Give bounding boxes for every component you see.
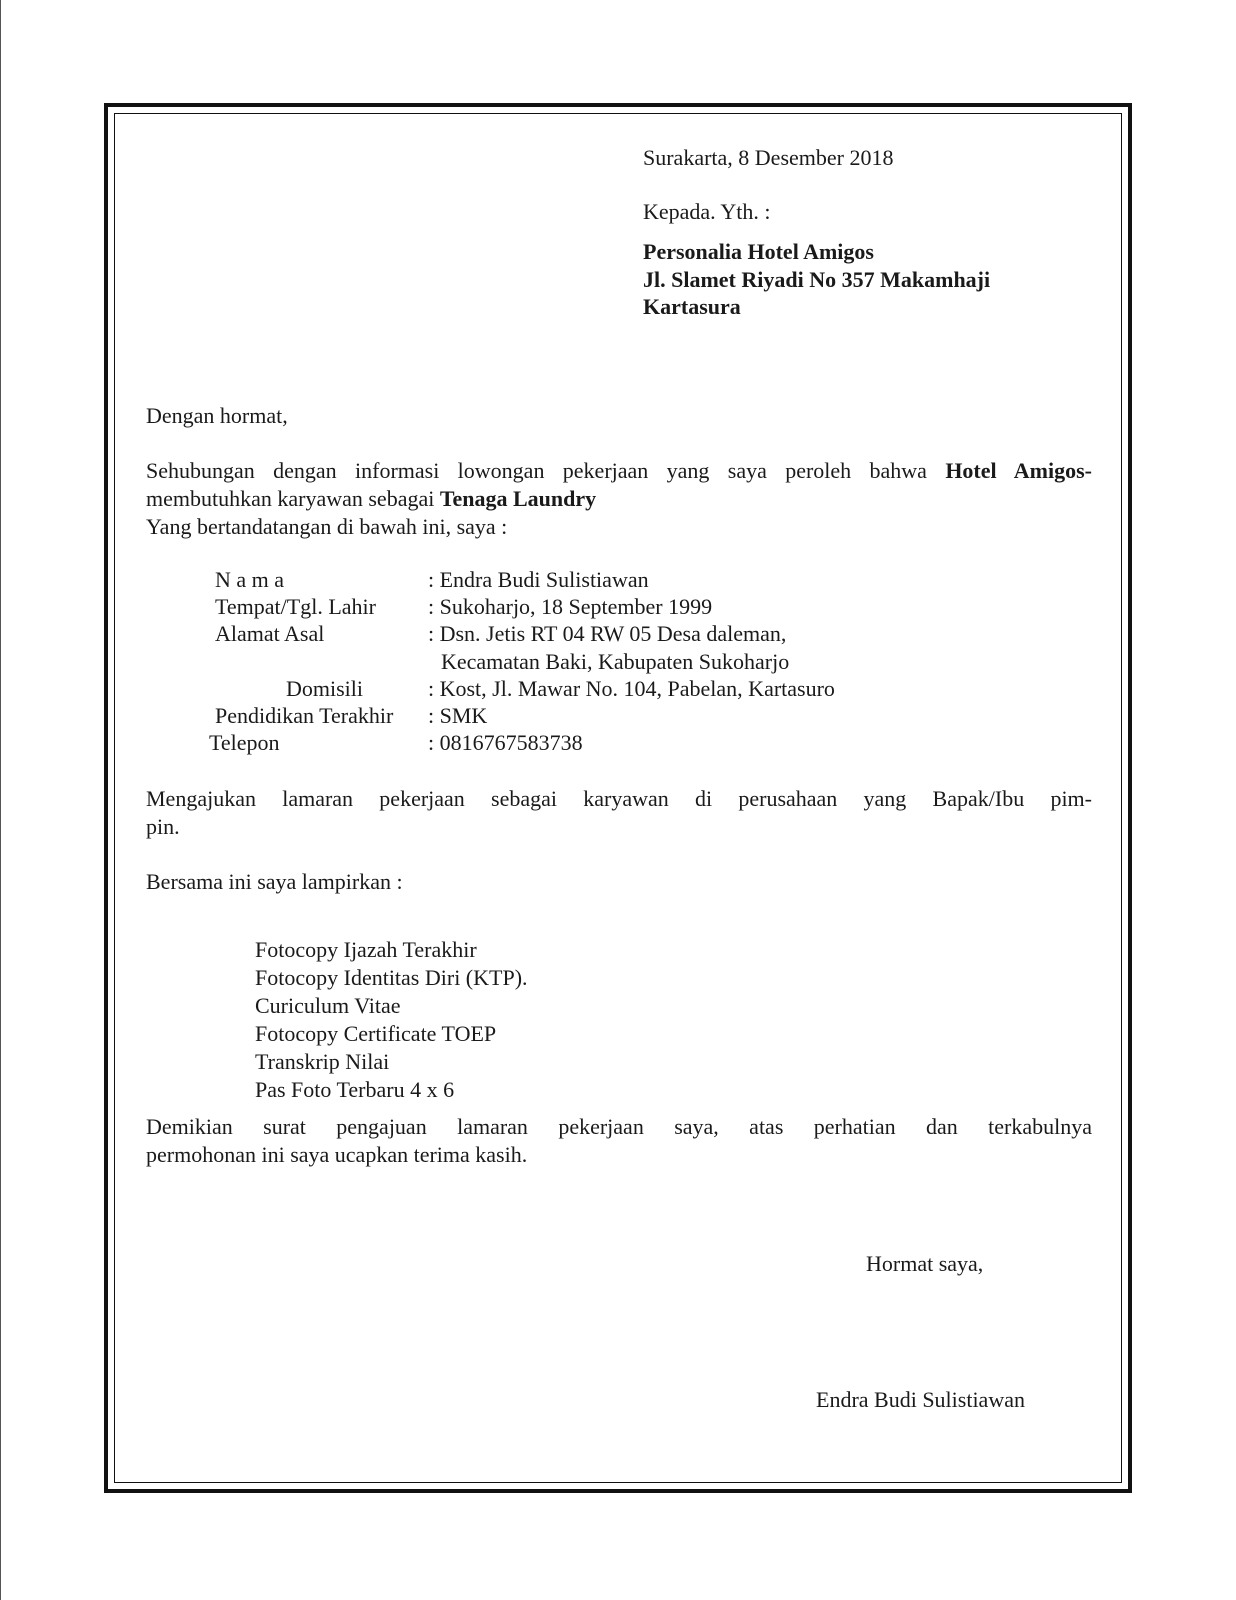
attachment-item: Fotocopy Ijazah Terakhir (255, 937, 477, 962)
domisili-label: Domisili (286, 676, 364, 701)
telepon-label: Telepon (209, 730, 280, 755)
attachment-item: Curiculum Vitae (255, 993, 401, 1018)
alamat-label: Alamat Asal (215, 621, 325, 646)
salutation: Dengan hormat, (146, 403, 288, 428)
ttl-value: : Sukoharjo, 18 September 1999 (428, 594, 713, 619)
intro-line-1: Sehubungan dengan informasi lowongan pekerjaan yang saya peroleh bahwa Hotel Amigos- (146, 458, 1092, 483)
telepon-value: : 0816767583738 (428, 730, 583, 755)
domisili-value: : Kost, Jl. Mawar No. 104, Pabelan, Kartasuro (428, 676, 835, 701)
intro-line-2: membutuhkan karyawan sebagai Tenaga Laundry (146, 486, 597, 511)
attachments-list (255, 936, 528, 1104)
attachment-item: Fotocopy Identitas Diri (KTP). (255, 965, 528, 990)
recipient-street: Jl. Slamet Riyadi No 357 Makamhaji (643, 267, 991, 292)
page-edge-line (0, 0, 1, 1600)
alamat-value-2: Kecamatan Baki, Kabupaten Sukoharjo (441, 649, 790, 674)
attachment-item: Fotocopy Certificate TOEP (255, 1021, 497, 1046)
place-date: Surakarta, 8 Desember 2018 (643, 145, 894, 170)
pendidikan-value: : SMK (428, 703, 488, 728)
closing-line-2: permohonan ini saya ucapkan terima kasih. (146, 1142, 528, 1167)
recipient-name: Personalia Hotel Amigos (643, 239, 874, 264)
nama-value: : Endra Budi Sulistiawan (428, 567, 649, 592)
attachment-item: Transkrip Nilai (255, 1049, 390, 1074)
closing-line-1: Demikian surat pengajuan lamaran pekerjaan saya, atas perhatian dan terkabulnya (146, 1114, 1092, 1139)
recipient-city: Kartasura (643, 294, 741, 319)
ttl-label: Tempat/Tgl. Lahir (215, 594, 376, 619)
attachment-item: Pas Foto Terbaru 4 x 6 (255, 1077, 455, 1102)
nama-label: N a m a (215, 567, 285, 592)
intro-line-3: Yang bertandatangan di bawah ini, saya : (146, 514, 508, 539)
alamat-value-1: : Dsn. Jetis RT 04 RW 05 Desa daleman, (428, 621, 787, 646)
position-name: Tenaga Laundry (439, 486, 597, 511)
attachments-intro: Bersama ini saya lampirkan : (146, 869, 403, 894)
application-line-2: pin. (146, 814, 180, 839)
application-line-1: Mengajukan lamaran pekerjaan sebagai karyawan di perusahaan yang Bapak/Ibu pim- (146, 786, 1092, 811)
signer-name: Endra Budi Sulistiawan (816, 1387, 1025, 1412)
pendidikan-label: Pendidikan Terakhir (215, 703, 394, 728)
regards: Hormat saya, (866, 1251, 984, 1276)
intro-paragraph (146, 457, 1092, 541)
application-paragraph (146, 785, 1092, 841)
closing-paragraph (146, 1113, 1092, 1169)
hotel-name: Hotel Amigos (945, 458, 1085, 483)
recipient-label: Kepada. Yth. : (643, 199, 771, 224)
